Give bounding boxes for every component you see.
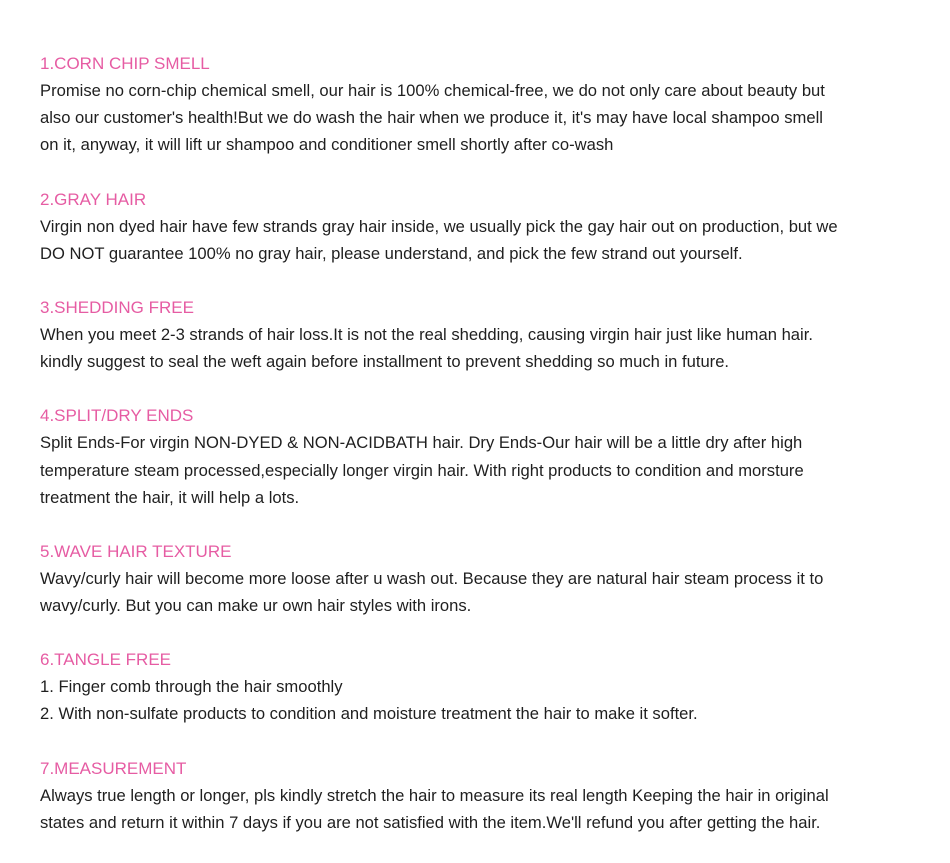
section-text-line: treatment the hair, it will help a lots. — [40, 487, 300, 507]
section-text-line: DO NOT guarantee 100% no gray hair, please understand, and pick the few strand out yourself. — [40, 243, 743, 263]
section-text-line: also our customer's health!But we do wash the hair when we produce it, it's may have local shampoo smell — [40, 108, 823, 128]
section-heading: 5.WAVE HAIR TEXTURE — [40, 541, 232, 561]
section-measurement — [40, 755, 900, 836]
section-text-line: kindly suggest to seal the weft again before installment to prevent shedding so much in future. — [40, 352, 730, 372]
section-heading: 3.SHEDDING FREE — [40, 297, 194, 317]
section-split-dry-ends — [40, 402, 900, 511]
section-heading: 2.GRAY HAIR — [40, 189, 147, 209]
hair-care-notes — [40, 50, 900, 863]
section-text-line: When you meet 2-3 strands of hair loss.It is not the real shedding, causing virgin hair just like human hair. — [40, 324, 813, 344]
section-heading: 6.TANGLE FREE — [40, 650, 171, 670]
section-text-line: on it, anyway, it will lift ur shampoo and conditioner smell shortly after co-wash — [40, 135, 614, 155]
section-text-line: Split Ends-For virgin NON-DYED & NON-ACIDBATH hair. Dry Ends-Our hair will be a little dry after high — [40, 433, 803, 453]
section-text-line: Wavy/curly hair will become more loose after u wash out. Because they are natural hair steam process it to — [40, 568, 824, 588]
section-tangle-free — [40, 646, 900, 727]
section-heading: 1.CORN CHIP SMELL — [40, 54, 210, 73]
section-wave-hair-texture — [40, 538, 900, 619]
section-text-line: temperature steam processed,especially longer virgin hair. With right products to condition and morsture — [40, 460, 804, 480]
section-heading: 7.MEASUREMENT — [40, 758, 187, 778]
section-text-line: 1. Finger comb through the hair smoothly — [40, 677, 343, 697]
section-text-line: Always true length or longer, pls kindly stretch the hair to measure its real length Keeping the hair in original — [40, 785, 829, 805]
section-gray-hair — [40, 186, 900, 267]
section-text-line: Virgin non dyed hair have few strands gray hair inside, we usually pick the gay hair out on production, but we — [40, 216, 838, 236]
section-corn-chip-smell — [40, 50, 900, 159]
section-heading: 4.SPLIT/DRY ENDS — [40, 406, 194, 426]
section-text-line: Promise no corn-chip chemical smell, our hair is 100% chemical-free, we do not only care about beauty but — [40, 81, 825, 100]
section-shedding-free — [40, 294, 900, 375]
section-text-line: wavy/curly. But you can make ur own hair styles with irons. — [40, 596, 472, 616]
section-text-line: states and return it within 7 days if you are not satisfied with the item.We'll refund you after getting the hair. — [40, 812, 821, 832]
section-text-line: 2. With non-sulfate products to condition and moisture treatment the hair to make it softer. — [40, 704, 698, 724]
